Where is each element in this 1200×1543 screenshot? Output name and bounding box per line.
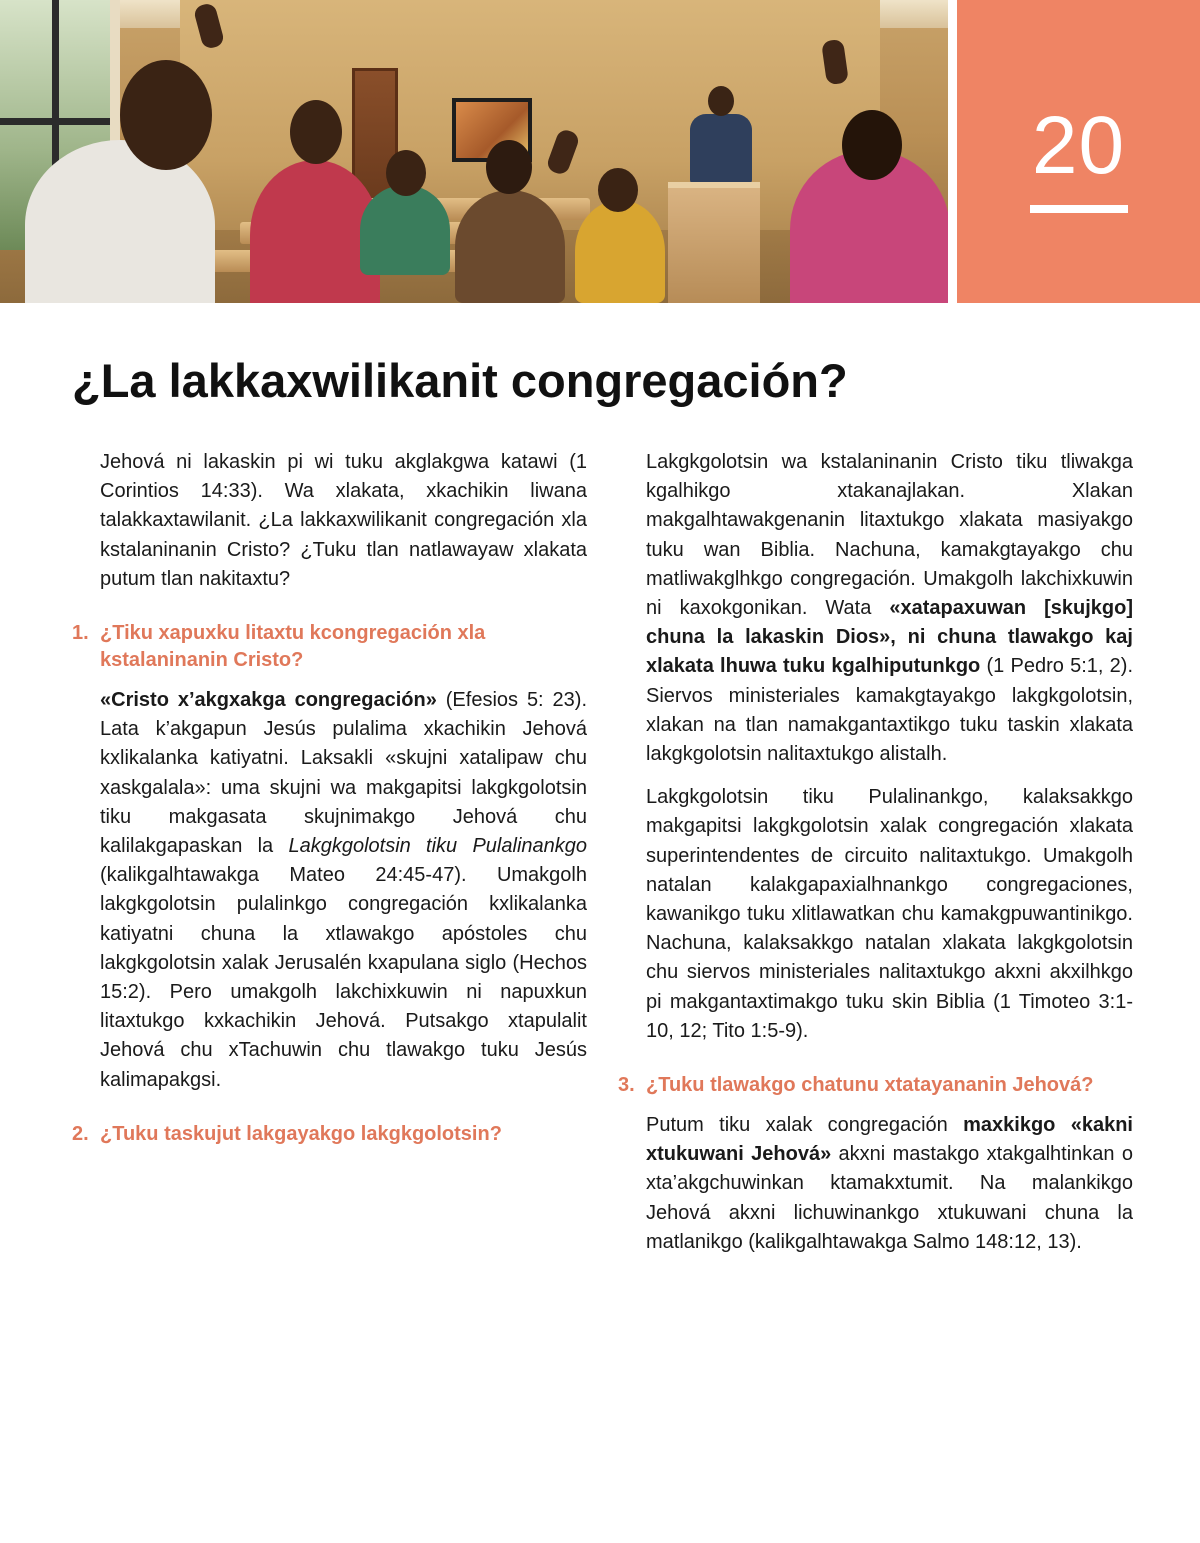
answer-emphasis: maxkikgo «kakni xtukuwani Jehová»	[646, 1114, 1133, 1166]
answer-2-paragraph	[646, 448, 1133, 769]
audience-member	[360, 185, 450, 275]
question-text: ¿Tiku xapuxku litaxtu kcongregación xla kstalaninanin Cristo?	[100, 622, 486, 672]
answer-text: akxni mastakgo xtakgalhtinkan o xta’akgchuwinkan ktamakxtumit. Na malankikgo Jehová akxni lichuwinankgo xtukuwani chuna la matlanikgo (kalikgalhtawakga Salmo 148:12, 13).	[646, 1143, 1133, 1253]
question-number: 1.	[72, 622, 89, 645]
audience-member	[575, 200, 665, 303]
answer-text: (1 Pedro 5:1, 2). Siervos ministeriales kamakgtayakgo lakgkgolotsin, xlakan na tlan namakgantaxtikgo tuku taskin xlakata lakgkgolotsin nalitaxtukgo alistalh.	[646, 655, 1134, 766]
intro-paragraph: Jehová ni lakaskin pi wi tuku akglakgwa katawi (1 Corintios 14:33). Wa xlakata, xkachikin liwana talakkaxtawilanit. ¿La lakkaxwilikanit congregación xla kstalaninanin Cristo? ¿Tuku tlan natlawayaw xlakata putum tlan nakitaxtu?	[100, 451, 587, 590]
page-title: ¿La lakkaxwilikanit congregación?	[72, 354, 848, 407]
right-column	[618, 448, 1134, 1271]
answer-2-paragraph-2: Lakgkgolotsin tiku Pulalinankgo, kalaksakkgo makgapitsi lakgkgolotsin xalak congregación xlakata superintendentes de circuito nalitaxtukgo. Umakgolh natalan kalakgapaxialhnankgo congregaciones, kawanikgo tuku xlitlawatkan chu kamakgpuwantinikgo. Nachuna, kalaksakkgo natalan xlakata lakgkgolotsin chu siervos ministeriales nalitaxtukgo akxni akxilhkgo pi makgantaxtimakgo tuku skin Biblia (1 Timoteo 3:1-10, 12; Tito 1:5-9).	[646, 786, 1133, 1042]
answer-text: Lakgkgolotsin wa kstalaninanin Cristo tiku tliwakga kgalhikgo xtakanajlakan. Xlakan makgalhtawakgenanin litaxtukgo xlakata masiyakgo tuku wan Biblia. Nachuna, kamakgtayakgo chu matliwakglhkgo congregación. Umakgolh lakchixkuwin ni kaxokgonikan. Wata	[646, 451, 1133, 620]
answer-text: (kalikgalhtawakga Mateo 24:45-47). Umakgolh lakgkgolotsin pulalinkgo congregación kxlikalanka katiyatni chuna la xtlawakgo apóstoles chu lakgkgolotsin xalak Jerusalén kxapulana siglo (Hechos 15:2). Pero umakgolh lakchixkuwin ni napuxkun litaxtukgo kxkachikin Jehová. Putsakgo xtapulalit Jehová chu xTachuwin chu tlawakgo tuku Jesús kalimapakgsi.	[100, 864, 587, 1091]
question-2	[72, 1121, 587, 1148]
answer-1-paragraph	[100, 686, 587, 1095]
audience-member	[455, 190, 565, 303]
answer-text: (Efesios 5: 23). Lata k’akgapun Jesús pulalima xkachikin Jehová kxlikalanka katiyatni. Laksakli «skujni xatalipaw chu xaskgalala»: uma skujni wa makgapitsi lakgkgolotsin tiku makgasata skujnimakgo Jehová chu kalilakgapaskan la	[100, 689, 587, 858]
question-3	[618, 1072, 1133, 1099]
answer-emphasis: «Cristo x’akgxakga congregación»	[100, 689, 437, 712]
answer-emphasis: «xatapaxuwan [skujkgo] chuna la lakaskin Dios», ni chuna tlawakgo kaj xlakata lhuwa tuku kgalhiputunkgo	[646, 597, 1133, 678]
question-number: 2.	[72, 1122, 89, 1145]
answer-italic: Lakgkgolotsin tiku Pulalinankgo	[288, 835, 588, 858]
answer-3-paragraph	[646, 1111, 1133, 1257]
chapter-number: 20	[1031, 100, 1126, 191]
chapter-rule	[1030, 205, 1128, 213]
left-column	[72, 448, 588, 1160]
question-text: ¿Tuku tlawakgo chatunu xtatayananin Jehová?	[646, 1074, 1094, 1097]
answer-text: Putum tiku xalak congregación	[646, 1114, 964, 1137]
speaker-head	[708, 86, 734, 116]
podium	[668, 182, 760, 303]
speaker	[690, 114, 752, 184]
audience-member	[25, 140, 215, 303]
question-number: 3.	[618, 1074, 635, 1097]
hero-photo-congregation-meeting	[0, 0, 948, 303]
question-text: ¿Tuku taskujut lakgayakgo lakgkgolotsin?	[100, 1122, 502, 1145]
question-1	[72, 620, 587, 674]
chapter-number-box	[957, 0, 1200, 303]
